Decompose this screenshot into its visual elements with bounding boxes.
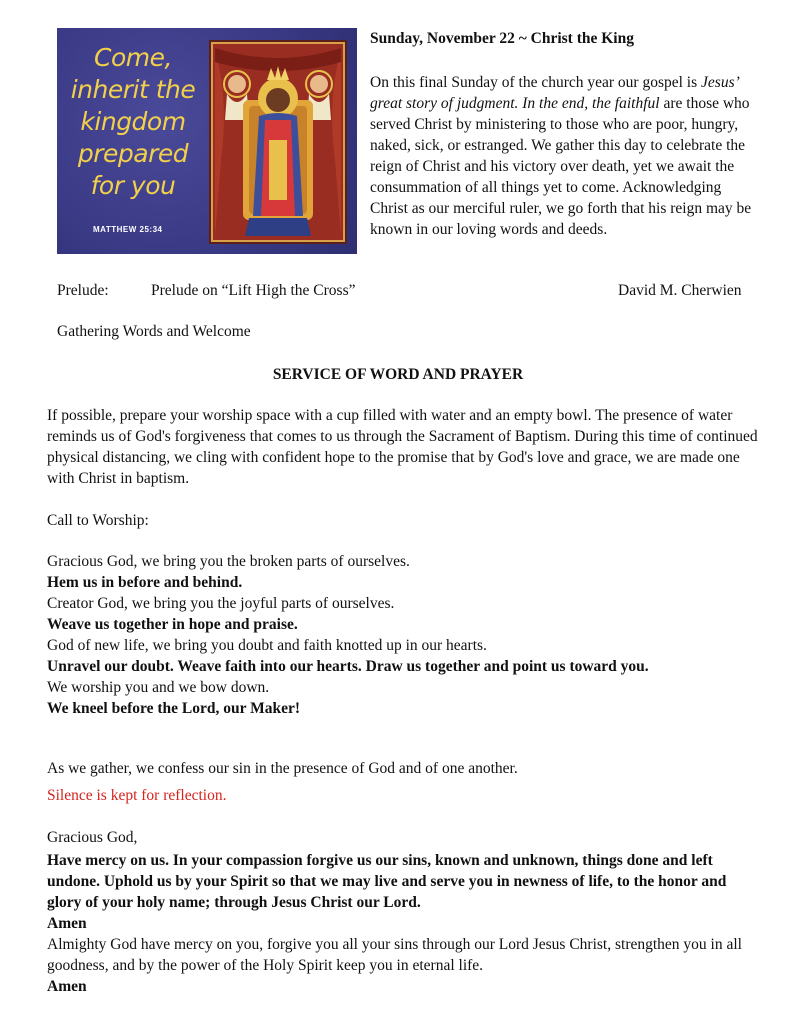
quote-line: Come,	[94, 43, 172, 72]
amen: Amen	[47, 915, 87, 932]
litany-line-response: Unravel our doubt. Weave faith into our hearts. Draw us together and point us toward you.	[47, 658, 649, 675]
prayer-text: Have mercy on us. In your compassion forgive us our sins, known and unknown, things done and left undone. Uphold us by your Spirit so that we may live and serve you in newness of life, to the honor and glory of your holy name; through Jesus Christ our Lord.	[47, 852, 727, 911]
prelude-composer: David M. Cherwien	[618, 282, 742, 299]
quote-line: prepared	[77, 139, 189, 168]
quote-line: kingdom	[80, 107, 186, 136]
absolution-text: Almighty God have mercy on you, forgive you all your sins through our Lord Jesus Christ, strengthen you in all goodness, and by the power of the Holy Spirit keep you in eternal life.	[47, 936, 742, 974]
silence-rubric: Silence is kept for reflection.	[47, 787, 227, 804]
quote-line: for you	[90, 171, 176, 200]
image-citation: MATTHEW 25:34	[93, 225, 163, 234]
christ-king-icon-painting	[209, 40, 347, 244]
intro-italic: Jesus’ great story of judgment. In the end, the faithful	[370, 74, 739, 112]
litany-line-response: Weave us together in hope and praise.	[47, 616, 298, 633]
litany-line-leader: We worship you and we bow down.	[47, 679, 270, 696]
confession-prayer	[47, 827, 762, 997]
intro-lead: On this final Sunday of the church year our gospel is	[370, 74, 702, 91]
litany-line-response: Hem us in before and behind.	[47, 574, 243, 591]
litany-line-response: We kneel before the Lord, our Maker!	[47, 700, 300, 717]
litany-line-leader: Creator God, we bring you the joyful parts of ourselves.	[47, 595, 395, 612]
litany-line-leader: God of new life, we bring you doubt and faith knotted up in our hearts.	[47, 637, 487, 654]
image-quote	[65, 42, 201, 202]
preparation-paragraph: If possible, prepare your worship space with a cup filled with water and an empty bowl. The presence of water reminds us of God's forgiveness that comes to us through the Sacrament of Baptism. During this time of continued physical distancing, we cling with confident hope to the promise that by God's love and grace, we are made one with Christ in baptism.	[47, 407, 758, 487]
confession-intro: As we gather, we confess our sin in the presence of God and of one another.	[47, 760, 518, 777]
gathering-words: Gathering Words and Welcome	[57, 323, 251, 340]
intro-rest: are those who served Christ by ministering to those who are poor, hungry, naked, sick, or estranged. We gather this day to celebrate the reign of Christ and his victory over death, yet we await the consummation of all things yet to come. Acknowledging Christ as our merciful ruler, we go forth that his reign may be known in our loving words and deeds.	[370, 95, 752, 238]
call-to-worship-label: Call to Worship:	[47, 512, 149, 529]
header-image	[57, 28, 357, 254]
quote-line: inherit the	[70, 75, 196, 104]
prayer-address: Gracious God,	[47, 829, 138, 846]
prelude-title: Prelude on “Lift High the Cross”	[151, 282, 356, 299]
call-to-worship-litany	[47, 551, 762, 719]
intro-paragraph	[370, 72, 762, 240]
amen: Amen	[47, 978, 87, 995]
sunday-title: Sunday, November 22 ~ Christ the King	[370, 30, 634, 47]
litany-line-leader: Gracious God, we bring you the broken parts of ourselves.	[47, 553, 410, 570]
prelude-label: Prelude:	[57, 282, 109, 299]
service-heading: SERVICE OF WORD AND PRAYER	[272, 366, 524, 383]
